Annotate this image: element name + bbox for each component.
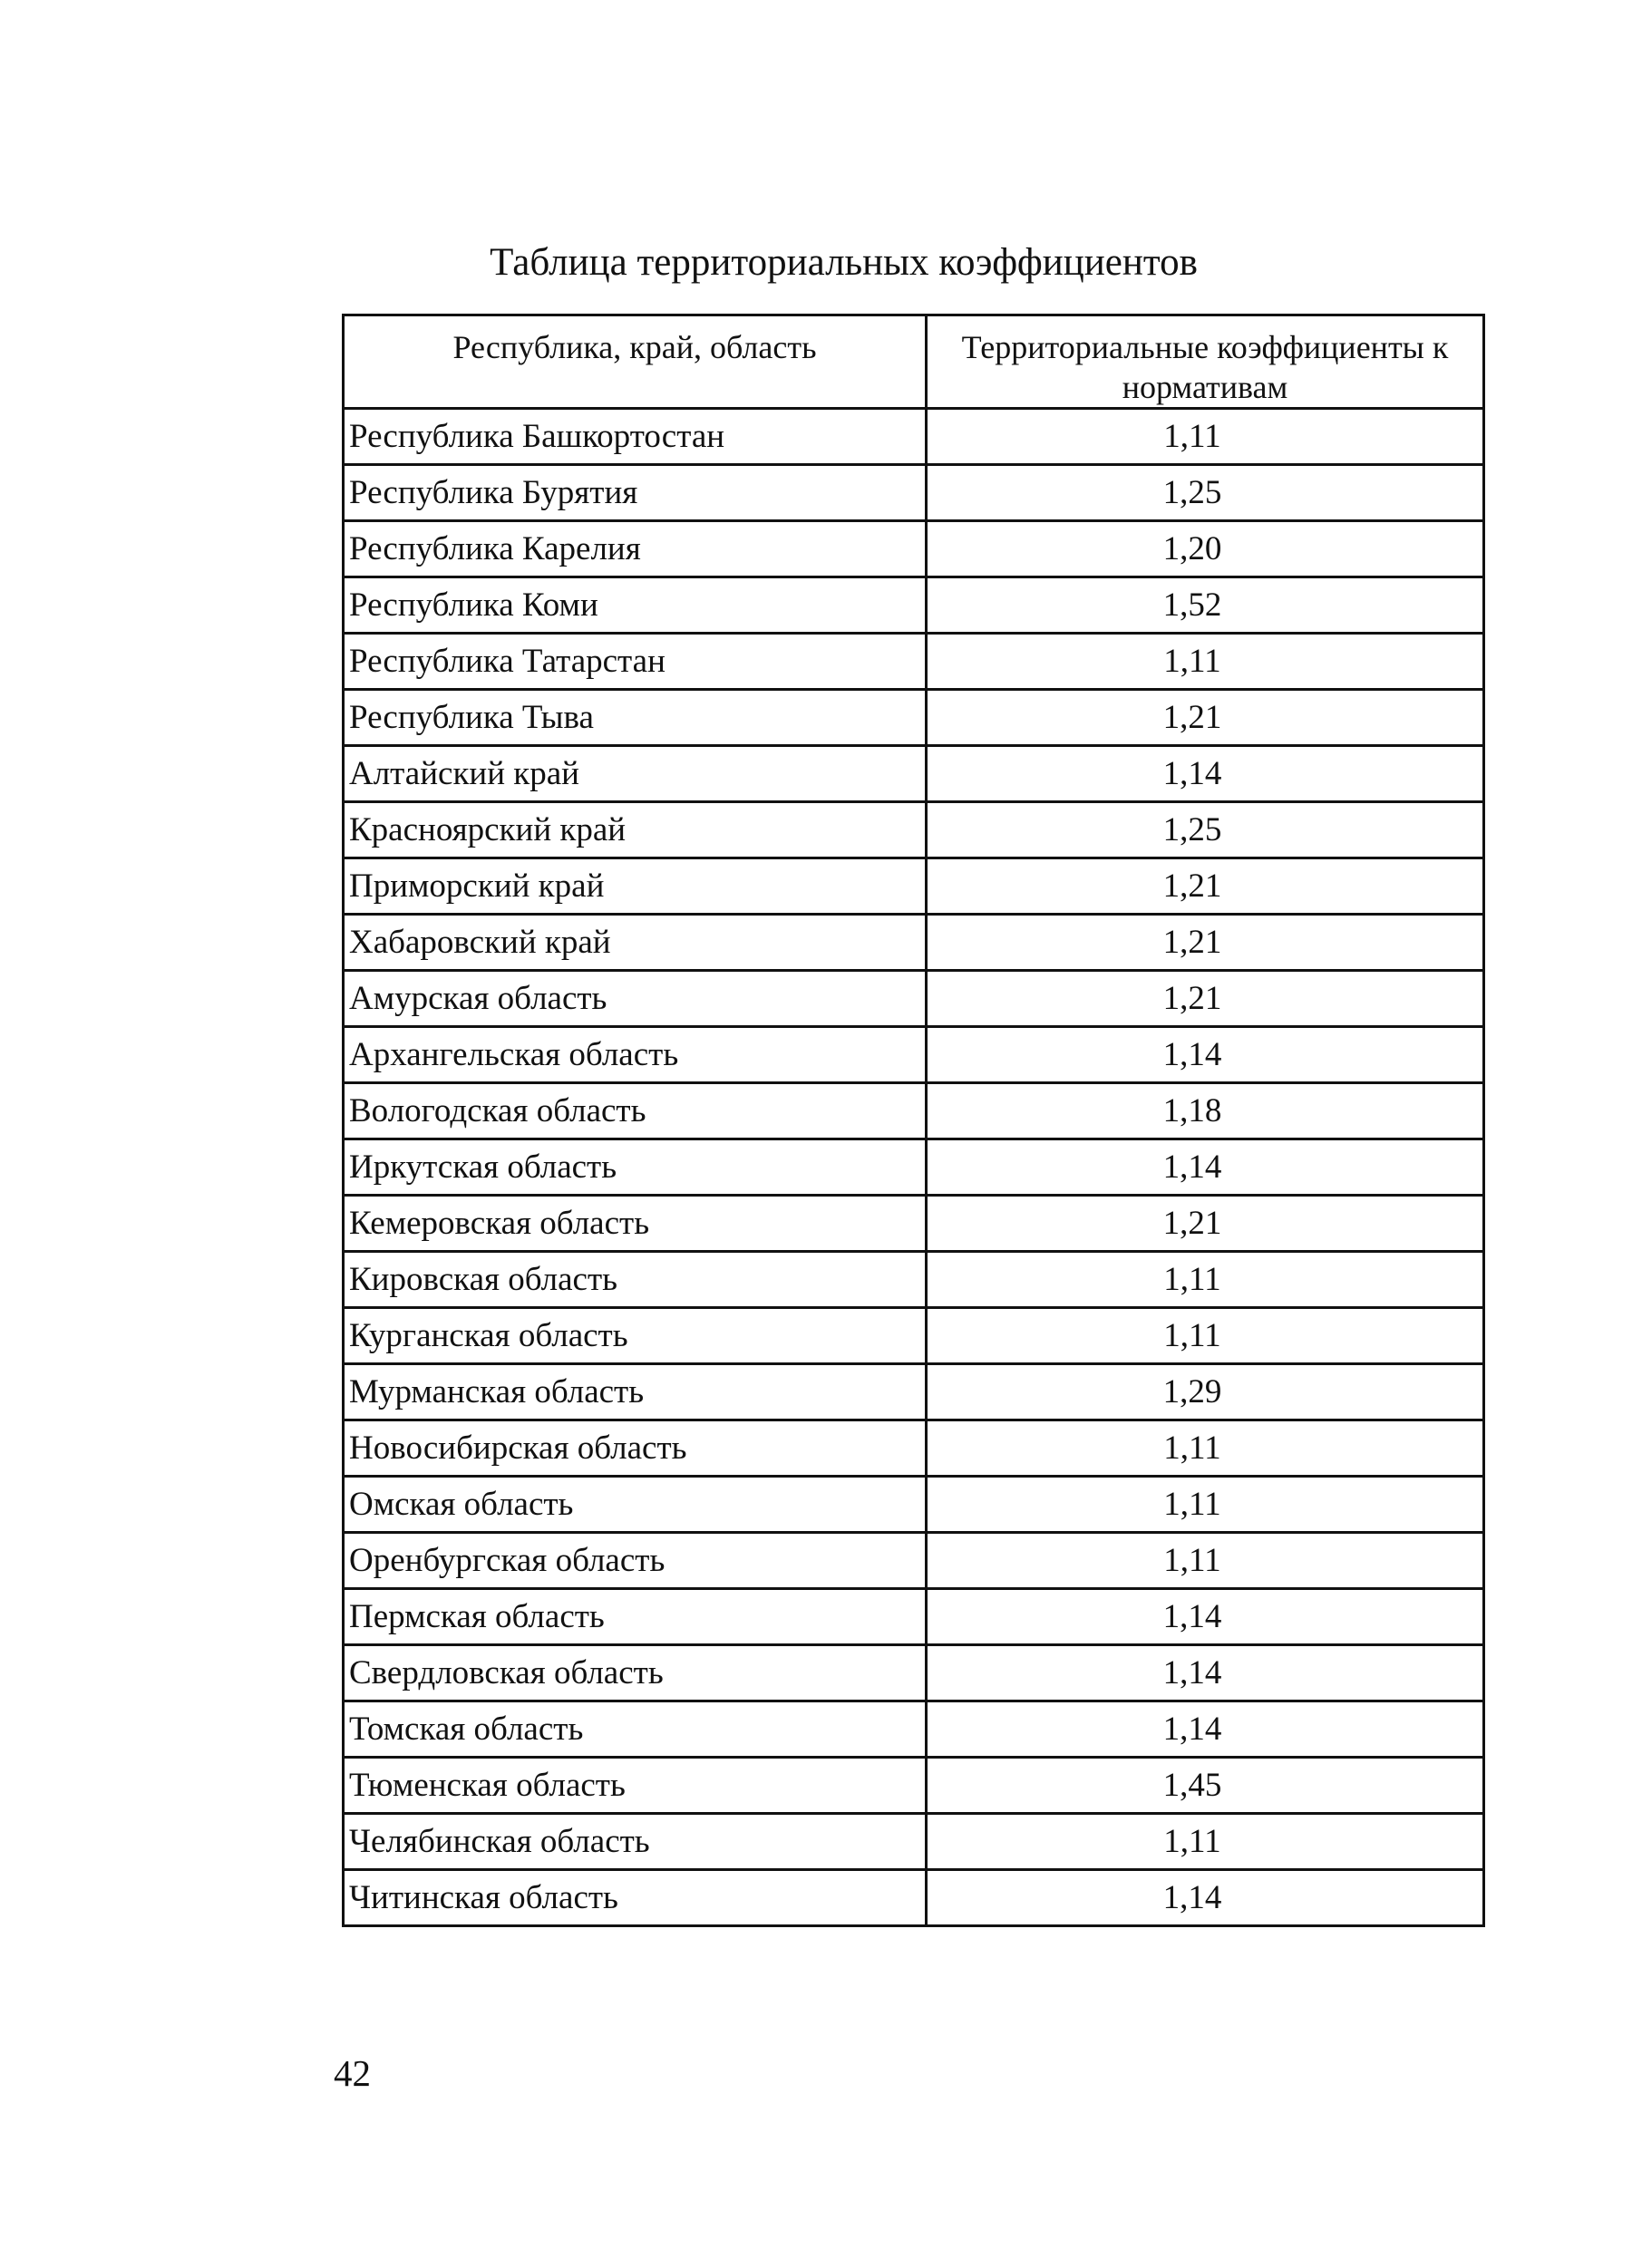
table-row <box>344 409 1484 465</box>
coefficient-cell: 1,14 <box>927 746 1484 802</box>
region-name-cell: Тюменская область <box>344 1758 927 1814</box>
table-row <box>344 746 1484 802</box>
table-row <box>344 1701 1484 1758</box>
region-name-cell: Алтайский край <box>344 746 927 802</box>
table-row <box>344 1870 1484 1926</box>
coefficient-cell: 1,11 <box>927 1533 1484 1589</box>
column-header-coefficient: Территориальные коэффициенты к нормативам <box>927 315 1484 409</box>
coefficient-cell: 1,25 <box>927 465 1484 521</box>
region-name-cell: Челябинская область <box>344 1814 927 1870</box>
coefficient-cell: 1,14 <box>927 1589 1484 1645</box>
table-row <box>344 1645 1484 1701</box>
region-name-cell: Иркутская область <box>344 1139 927 1196</box>
region-name-cell: Томская область <box>344 1701 927 1758</box>
region-name-cell: Новосибирская область <box>344 1420 927 1477</box>
coefficient-cell: 1,14 <box>927 1027 1484 1083</box>
region-name-cell: Красноярский край <box>344 802 927 858</box>
table-body <box>344 409 1484 1926</box>
table-header-row <box>344 315 1484 409</box>
region-name-cell: Кемеровская область <box>344 1196 927 1252</box>
table-row <box>344 1196 1484 1252</box>
table-row <box>344 802 1484 858</box>
region-name-cell: Приморский край <box>344 858 927 915</box>
region-name-cell: Омская область <box>344 1477 927 1533</box>
coefficient-cell: 1,18 <box>927 1083 1484 1139</box>
table-row <box>344 1814 1484 1870</box>
coefficient-cell: 1,21 <box>927 915 1484 971</box>
region-name-cell: Архангельская область <box>344 1027 927 1083</box>
table-row <box>344 634 1484 690</box>
coefficient-cell: 1,21 <box>927 858 1484 915</box>
coefficient-cell: 1,21 <box>927 1196 1484 1252</box>
region-name-cell: Мурманская область <box>344 1364 927 1420</box>
region-name-cell: Республика Коми <box>344 577 927 634</box>
region-name-cell: Хабаровский край <box>344 915 927 971</box>
table-row <box>344 690 1484 746</box>
table-row <box>344 1420 1484 1477</box>
region-name-cell: Вологодская область <box>344 1083 927 1139</box>
region-name-cell: Курганская область <box>344 1308 927 1364</box>
coefficients-table <box>342 314 1485 1927</box>
coefficient-cell: 1,11 <box>927 634 1484 690</box>
coefficient-cell: 1,11 <box>927 1477 1484 1533</box>
page-number: 42 <box>334 2052 371 2094</box>
coefficient-cell: 1,29 <box>927 1364 1484 1420</box>
table-row <box>344 1139 1484 1196</box>
coefficient-cell: 1,11 <box>927 1252 1484 1308</box>
region-name-cell: Кировская область <box>344 1252 927 1308</box>
table-row <box>344 1589 1484 1645</box>
coefficient-cell: 1,14 <box>927 1645 1484 1701</box>
region-name-cell: Читинская область <box>344 1870 927 1926</box>
region-name-cell: Республика Карелия <box>344 521 927 577</box>
coefficient-cell: 1,11 <box>927 1420 1484 1477</box>
region-name-cell: Амурская область <box>344 971 927 1027</box>
region-name-cell: Республика Бурятия <box>344 465 927 521</box>
table-row <box>344 521 1484 577</box>
table-row <box>344 1252 1484 1308</box>
coefficient-cell: 1,11 <box>927 1814 1484 1870</box>
table-row <box>344 1027 1484 1083</box>
table-row <box>344 1477 1484 1533</box>
table-row <box>344 971 1484 1027</box>
coefficient-cell: 1,11 <box>927 1308 1484 1364</box>
region-name-cell: Оренбургская область <box>344 1533 927 1589</box>
table-row <box>344 1083 1484 1139</box>
table-row <box>344 915 1484 971</box>
region-name-cell: Свердловская область <box>344 1645 927 1701</box>
coefficient-cell: 1,25 <box>927 802 1484 858</box>
region-name-cell: Республика Тыва <box>344 690 927 746</box>
coefficient-cell: 1,20 <box>927 521 1484 577</box>
region-name-cell: Республика Башкортостан <box>344 409 927 465</box>
coefficient-cell: 1,21 <box>927 971 1484 1027</box>
table-row <box>344 858 1484 915</box>
coefficient-cell: 1,52 <box>927 577 1484 634</box>
table-row <box>344 465 1484 521</box>
coefficient-cell: 1,45 <box>927 1758 1484 1814</box>
column-header-region: Республика, край, область <box>344 315 927 409</box>
coefficient-cell: 1,14 <box>927 1870 1484 1926</box>
table-row <box>344 1364 1484 1420</box>
table-row <box>344 577 1484 634</box>
region-name-cell: Пермская область <box>344 1589 927 1645</box>
coefficient-cell: 1,21 <box>927 690 1484 746</box>
table-row <box>344 1533 1484 1589</box>
table-row <box>344 1758 1484 1814</box>
page-title: Таблица территориальных коэффициентов <box>490 241 1198 284</box>
coefficient-cell: 1,14 <box>927 1701 1484 1758</box>
coefficient-cell: 1,14 <box>927 1139 1484 1196</box>
coefficient-cell: 1,11 <box>927 409 1484 465</box>
table-row <box>344 1308 1484 1364</box>
region-name-cell: Республика Татарстан <box>344 634 927 690</box>
